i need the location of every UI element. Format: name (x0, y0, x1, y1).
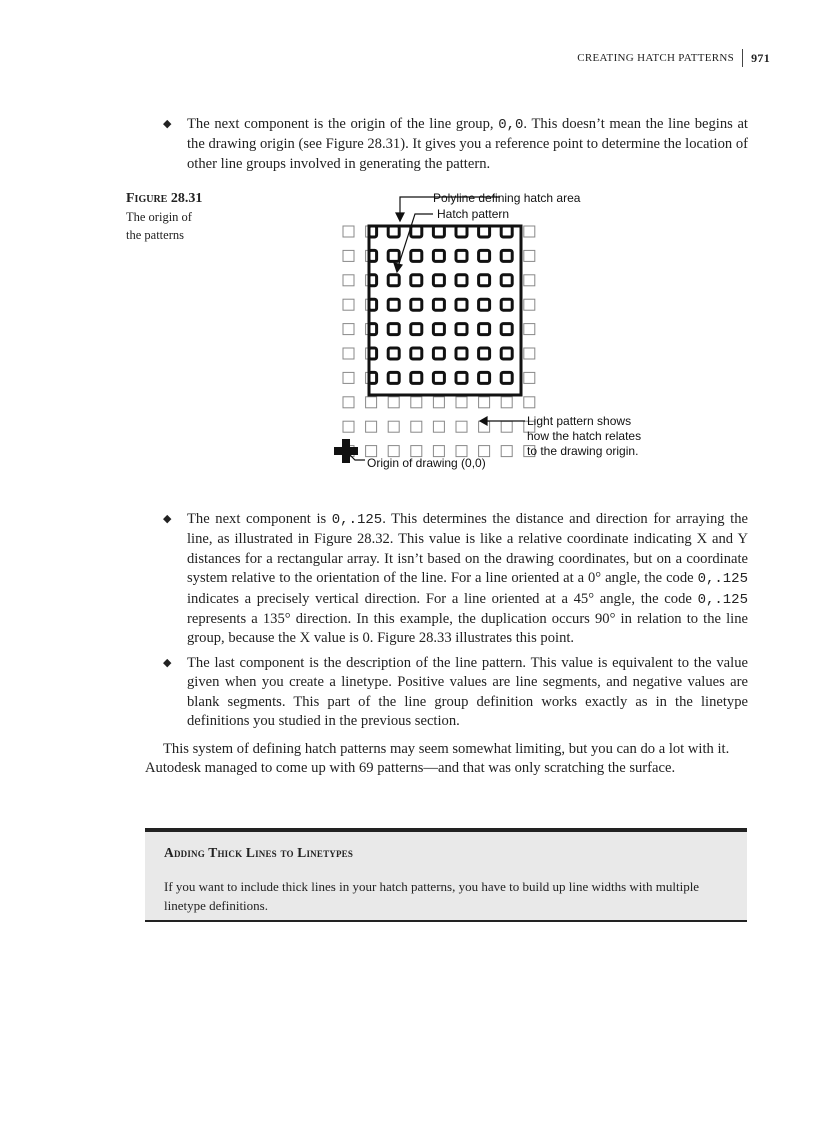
hatch-square (433, 372, 444, 383)
hatch-square (388, 324, 399, 335)
light-square (524, 299, 535, 310)
light-square (479, 324, 490, 335)
light-square (366, 397, 377, 408)
light-square (343, 250, 354, 261)
bullet-text (187, 510, 748, 649)
light-square (343, 299, 354, 310)
light-square (433, 421, 444, 432)
inline-code: 0,.125 (697, 591, 748, 608)
hatch-square (501, 226, 512, 237)
light-square (366, 250, 377, 261)
bullet-text (187, 654, 748, 732)
light-square (501, 299, 512, 310)
header-section: CREATING HATCH PATTERNS (577, 49, 743, 67)
text-run: The last component is the description of the line pattern. This value is equivalent to the value given when you create a linetype. Positive values are line segments, and negative values are blank segments. This part of the line group definition works exactly as in the linetype definitions you studied in the previous section. (187, 655, 748, 730)
light-square (479, 446, 490, 457)
light-square (479, 226, 490, 237)
light-square (456, 226, 467, 237)
caption-line: the patterns (126, 228, 184, 242)
hatch-square (479, 372, 490, 383)
text-run: represents a 135° direction. In this example, the duplication occurs 90° in relation to the line group, because the X value is 0. Figure 28.33 illustrates this point. (187, 611, 748, 647)
bullet-diamond-icon: ◆ (163, 657, 172, 669)
light-square (411, 324, 422, 335)
light-square (501, 348, 512, 359)
figure-label: Figure 28.31 (126, 191, 203, 206)
light-square (366, 446, 377, 457)
light-square (433, 275, 444, 286)
light-square (411, 226, 422, 237)
hatch-square (479, 299, 490, 310)
hatch-square (501, 275, 512, 286)
light-square (501, 397, 512, 408)
hatch-square (479, 324, 490, 335)
light-square (501, 324, 512, 335)
hatch-origin-figure (320, 185, 650, 475)
callout-light-3: to the drawing origin. (527, 444, 639, 458)
light-square (388, 250, 399, 261)
light-square (479, 275, 490, 286)
light-square (343, 421, 354, 432)
light-square (433, 299, 444, 310)
running-header (577, 49, 770, 67)
light-square (456, 324, 467, 335)
light-square (501, 372, 512, 383)
hatch-square (456, 250, 467, 261)
hatch-square (479, 226, 490, 237)
callout-light-2: how the hatch relates (527, 429, 642, 443)
bullet-text (187, 115, 748, 174)
light-square (388, 348, 399, 359)
figure-caption (126, 190, 202, 244)
light-square (411, 299, 422, 310)
bullet-diamond-icon: ◆ (163, 513, 172, 525)
light-square (501, 250, 512, 261)
hatch-square (388, 372, 399, 383)
hatch-square (433, 250, 444, 261)
inline-code: 0,.125 (697, 571, 748, 588)
hatch-square (388, 250, 399, 261)
light-square (433, 446, 444, 457)
light-square (411, 446, 422, 457)
light-square (366, 324, 377, 335)
hatch-square (456, 324, 467, 335)
light-square (433, 372, 444, 383)
light-square (366, 348, 377, 359)
hatch-square (433, 348, 444, 359)
light-square (388, 299, 399, 310)
hatch-square (388, 348, 399, 359)
light-square (456, 275, 467, 286)
hatch-square (411, 226, 422, 237)
light-square (388, 446, 399, 457)
light-square (479, 250, 490, 261)
sidebar-box (145, 828, 747, 922)
light-square (479, 348, 490, 359)
light-square (433, 250, 444, 261)
hatch-square (501, 348, 512, 359)
light-square (433, 348, 444, 359)
light-square (501, 275, 512, 286)
light-square (456, 446, 467, 457)
light-square (501, 446, 512, 457)
text-run: . This doesn’t mean the line begins at the drawing origin (see Figure 28.31). It gives you a reference point to determine the location of other line groups involved in generating the pattern. (187, 116, 748, 172)
light-square (366, 372, 377, 383)
hatch-square (388, 275, 399, 286)
page-number: 971 (751, 50, 770, 65)
light-square (388, 275, 399, 286)
hatch-square (479, 348, 490, 359)
light-square (524, 250, 535, 261)
inline-code: 0,.125 (331, 512, 383, 528)
caption-line: The origin of (126, 210, 192, 224)
hatch-square (433, 324, 444, 335)
light-square (524, 348, 535, 359)
light-square (456, 348, 467, 359)
light-square (456, 421, 467, 432)
light-square (366, 226, 377, 237)
light-square (433, 226, 444, 237)
hatch-square (501, 324, 512, 335)
text-run: The next component is the origin of the line group, (187, 116, 499, 132)
hatch-pattern (369, 226, 512, 383)
light-square (388, 226, 399, 237)
light-square (456, 250, 467, 261)
hatch-square (456, 226, 467, 237)
light-square (456, 299, 467, 310)
hatch-square (456, 299, 467, 310)
callout-light-1: Light pattern shows (527, 414, 632, 428)
light-square (343, 226, 354, 237)
hatch-square (479, 250, 490, 261)
inline-code: 0,0 (498, 117, 524, 133)
bullet-diamond-icon: ◆ (163, 118, 172, 130)
light-square (524, 226, 535, 237)
light-square (479, 372, 490, 383)
text-run: The next component is (187, 511, 332, 527)
bullet-item (163, 654, 748, 732)
light-square (366, 299, 377, 310)
hatch-square (411, 372, 422, 383)
text-run: . This determines the distance and direction for arraying the line, as illustrated in Figure 28.32. This value is like a relative coordinate indicating X and Y distances for a rectangular array. It isn’t based on the drawing coordinates, but on a coordinate system relative to the orientation of the line. For a line oriented at a 0° angle, the code (187, 511, 748, 587)
hatch-square (433, 275, 444, 286)
hatch-square (456, 275, 467, 286)
sidebar-title: Adding Thick Lines to Linetypes (164, 845, 354, 860)
hatch-square (501, 250, 512, 261)
light-square (343, 324, 354, 335)
light-square (433, 397, 444, 408)
light-square (524, 397, 535, 408)
light-square (456, 372, 467, 383)
hatch-square (501, 372, 512, 383)
light-square (411, 275, 422, 286)
hatch-square (456, 348, 467, 359)
light-square (433, 324, 444, 335)
bullet-item (163, 115, 748, 174)
hatch-square (479, 275, 490, 286)
callout-hatch: Hatch pattern (437, 207, 510, 221)
light-square (388, 397, 399, 408)
hatch-square (411, 275, 422, 286)
hatch-square (411, 324, 422, 335)
light-square (456, 397, 467, 408)
light-square (501, 421, 512, 432)
hatch-square (433, 226, 444, 237)
callout-polyline: Polyline defining hatch area (433, 191, 581, 205)
hatch-square (501, 299, 512, 310)
callout-origin: Origin of drawing (0,0) (367, 456, 486, 470)
light-square (479, 299, 490, 310)
hatch-square (388, 226, 399, 237)
light-square (524, 324, 535, 335)
bullet-item (163, 510, 748, 649)
hatch-square (411, 348, 422, 359)
light-square (388, 421, 399, 432)
hatch-square (411, 299, 422, 310)
light-square (411, 421, 422, 432)
light-square (343, 372, 354, 383)
hatch-square (433, 299, 444, 310)
light-square (411, 348, 422, 359)
hatch-square (411, 250, 422, 261)
hatch-square (456, 372, 467, 383)
light-square (343, 348, 354, 359)
light-square (366, 421, 377, 432)
light-square (343, 397, 354, 408)
light-square (411, 250, 422, 261)
body-paragraph: This system of defining hatch patterns may seem somewhat limiting, but you can do a lot with it. Autodesk managed to come up with 69 patterns—and that was only scratching the surface. (145, 741, 730, 777)
light-square (524, 275, 535, 286)
light-square (388, 372, 399, 383)
sidebar-body: If you want to include thick lines in your hatch patterns, you have to build up line widths with multiple linetype definitions. (164, 879, 700, 913)
hatch-square (388, 299, 399, 310)
light-square (343, 275, 354, 286)
light-square (479, 397, 490, 408)
light-square (501, 226, 512, 237)
light-square (411, 397, 422, 408)
text-run: indicates a precisely vertical direction. For a line oriented at a 45° angle, the code (187, 590, 698, 607)
light-square (524, 372, 535, 383)
light-square (388, 324, 399, 335)
light-square (366, 275, 377, 286)
light-square (411, 372, 422, 383)
